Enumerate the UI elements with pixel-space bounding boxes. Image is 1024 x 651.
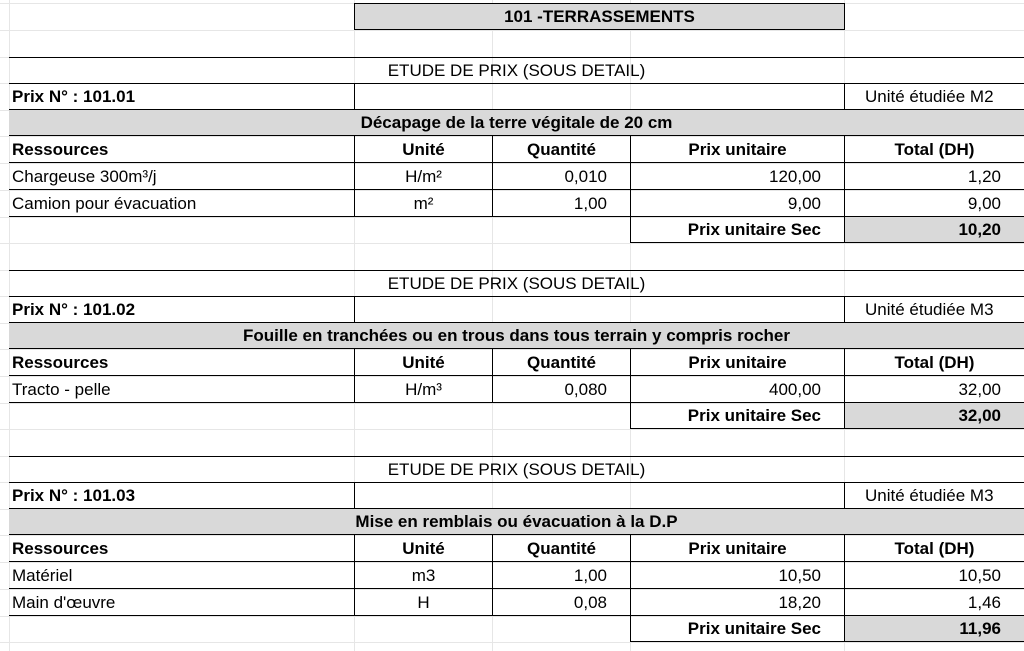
column-header-quantite[interactable]: Quantité xyxy=(492,349,630,376)
column-header-prix-unitaire[interactable]: Prix unitaire xyxy=(630,136,844,163)
column-header-unite[interactable]: Unité xyxy=(354,535,492,562)
unite-cell[interactable]: H/m³ xyxy=(354,376,492,403)
column-header-prix-unitaire[interactable]: Prix unitaire xyxy=(630,535,844,562)
ressource-cell[interactable]: Main d'œuvre xyxy=(9,589,354,616)
column-header-total[interactable]: Total (DH) xyxy=(844,349,1024,376)
grid-row-line xyxy=(0,642,1024,643)
prix-unitaire-cell[interactable]: 10,50 xyxy=(630,562,844,589)
prix-number-cell[interactable]: Prix N° : 101.01 xyxy=(9,83,354,110)
total-cell[interactable]: 9,00 xyxy=(844,190,1024,217)
unite-cell[interactable]: H/m² xyxy=(354,163,492,190)
sheet-title-cell[interactable]: 101 -TERRASSEMENTS xyxy=(354,3,845,30)
empty-cell[interactable] xyxy=(354,83,844,110)
prix-unitaire-sec-label[interactable]: Prix unitaire Sec xyxy=(630,403,844,429)
unite-cell[interactable]: H xyxy=(354,589,492,616)
column-header-ressources[interactable]: Ressources xyxy=(9,535,354,562)
column-header-total[interactable]: Total (DH) xyxy=(844,136,1024,163)
prix-unitaire-sec-value[interactable]: 32,00 xyxy=(844,403,1024,429)
column-header-quantite[interactable]: Quantité xyxy=(492,136,630,163)
section-heading-cell[interactable]: ETUDE DE PRIX (SOUS DETAIL) xyxy=(9,456,1024,482)
section-heading-cell[interactable]: ETUDE DE PRIX (SOUS DETAIL) xyxy=(9,270,1024,296)
total-cell[interactable]: 10,50 xyxy=(844,562,1024,589)
prix-unitaire-cell[interactable]: 400,00 xyxy=(630,376,844,403)
quantite-cell[interactable]: 0,010 xyxy=(492,163,630,190)
prix-number-cell[interactable]: Prix N° : 101.02 xyxy=(9,296,354,323)
empty-cell[interactable] xyxy=(354,296,844,323)
designation-cell[interactable]: Décapage de la terre végitale de 20 cm xyxy=(9,110,1024,136)
total-cell[interactable]: 32,00 xyxy=(844,376,1024,403)
column-header-quantite[interactable]: Quantité xyxy=(492,535,630,562)
column-header-unite[interactable]: Unité xyxy=(354,349,492,376)
prix-unitaire-sec-value[interactable]: 10,20 xyxy=(844,217,1024,243)
empty-cell[interactable] xyxy=(354,482,844,509)
total-cell[interactable]: 1,46 xyxy=(844,589,1024,616)
grid-row-line xyxy=(0,30,1024,31)
quantite-cell[interactable]: 0,08 xyxy=(492,589,630,616)
prix-unitaire-sec-label[interactable]: Prix unitaire Sec xyxy=(630,616,844,642)
prix-unitaire-sec-value[interactable]: 11,96 xyxy=(844,616,1024,642)
grid-row-line xyxy=(0,243,1024,244)
prix-unitaire-sec-label[interactable]: Prix unitaire Sec xyxy=(630,217,844,243)
ressource-cell[interactable]: Matériel xyxy=(9,562,354,589)
ressource-cell[interactable]: Tracto - pelle xyxy=(9,376,354,403)
column-header-unite[interactable]: Unité xyxy=(354,136,492,163)
column-header-ressources[interactable]: Ressources xyxy=(9,349,354,376)
column-header-ressources[interactable]: Ressources xyxy=(9,136,354,163)
unite-etudiee-cell[interactable]: Unité étudiée M2 xyxy=(844,83,1024,110)
quantite-cell[interactable]: 1,00 xyxy=(492,562,630,589)
grid-row-line xyxy=(0,429,1024,430)
unite-etudiee-cell[interactable]: Unité étudiée M3 xyxy=(844,296,1024,323)
section-heading-cell[interactable]: ETUDE DE PRIX (SOUS DETAIL) xyxy=(9,57,1024,83)
unite-etudiee-cell[interactable]: Unité étudiée M3 xyxy=(844,482,1024,509)
column-header-prix-unitaire[interactable]: Prix unitaire xyxy=(630,349,844,376)
unite-cell[interactable]: m3 xyxy=(354,562,492,589)
quantite-cell[interactable]: 0,080 xyxy=(492,376,630,403)
prix-number-cell[interactable]: Prix N° : 101.03 xyxy=(9,482,354,509)
quantite-cell[interactable]: 1,00 xyxy=(492,190,630,217)
designation-cell[interactable]: Mise en remblais ou évacuation à la D.P xyxy=(9,509,1024,535)
prix-unitaire-cell[interactable]: 120,00 xyxy=(630,163,844,190)
column-header-total[interactable]: Total (DH) xyxy=(844,535,1024,562)
designation-cell[interactable]: Fouille en tranchées ou en trous dans tous terrain y compris rocher xyxy=(9,323,1024,349)
ressource-cell[interactable]: Camion pour évacuation xyxy=(9,190,354,217)
ressource-cell[interactable]: Chargeuse 300m³/j xyxy=(9,163,354,190)
prix-unitaire-cell[interactable]: 9,00 xyxy=(630,190,844,217)
total-cell[interactable]: 1,20 xyxy=(844,163,1024,190)
prix-unitaire-cell[interactable]: 18,20 xyxy=(630,589,844,616)
unite-cell[interactable]: m² xyxy=(354,190,492,217)
